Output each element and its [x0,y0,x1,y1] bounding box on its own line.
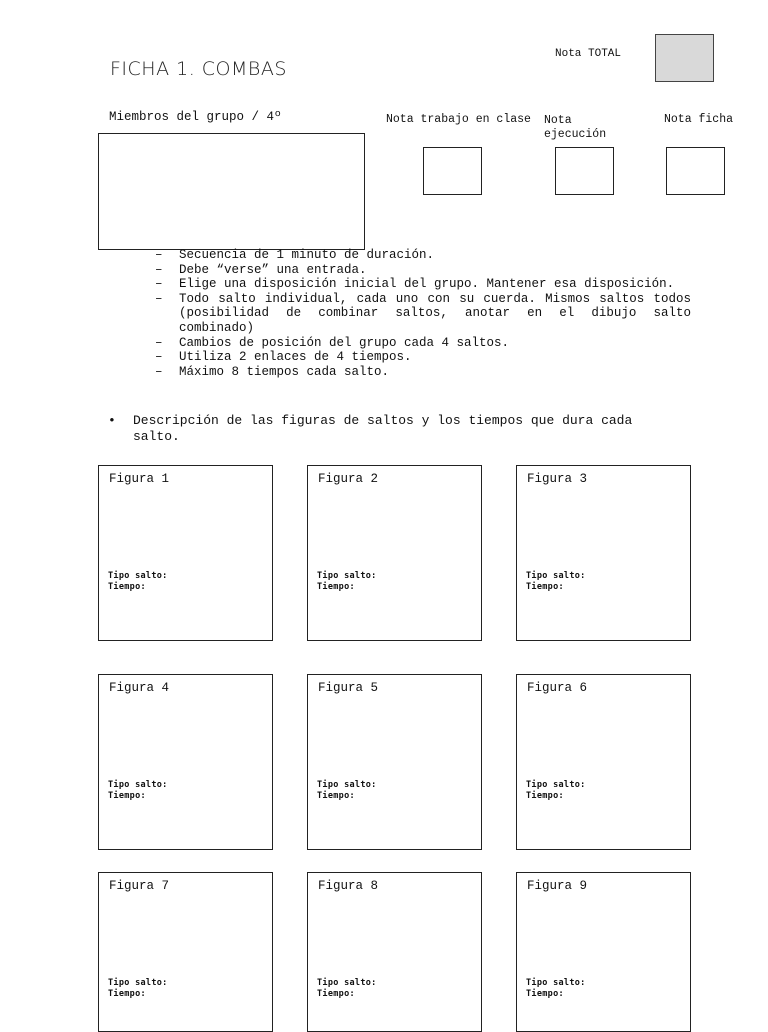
class-work-grade-box[interactable] [423,147,482,195]
figure-box-2[interactable] [307,465,482,641]
jump-type-label: Tipo salto: [526,780,586,790]
time-label: Tiempo: [108,582,146,592]
total-grade-label: Nota TOTAL [555,48,622,60]
sheet-grade-box[interactable] [666,147,725,195]
figure-label: Figura 1 [109,472,170,486]
jump-type-label: Tipo salto: [317,780,377,790]
figures-description [108,413,668,445]
figure-label: Figura 2 [318,472,379,486]
requirement-item: – Cambios de posición del grupo cada 4 saltos. [155,336,691,351]
class-work-grade-label: Nota trabajo en clase [386,113,531,126]
requirement-item: – Elige una disposición inicial del grupo. Mantener esa disposición. [155,277,691,292]
requirement-item: – Todo salto individual, cada uno con su cuerda. Mismos saltos todos (posibilidad de combinar saltos, anotar en el dibujo salto combinado) [155,292,691,336]
requirement-item: – Debe “verse” una entrada. [155,263,691,278]
requirement-item: – Secuencia de 1 minuto de duración. [155,248,691,263]
figure-box-5[interactable] [307,674,482,850]
figure-box-8[interactable] [307,872,482,1032]
total-grade-box[interactable] [655,34,714,82]
jump-type-label: Tipo salto: [108,978,168,988]
requirement-item: – Máximo 8 tiempos cada salto. [155,365,691,380]
time-label: Tiempo: [526,582,564,592]
time-label: Tiempo: [108,791,146,801]
time-label: Tiempo: [317,791,355,801]
time-label: Tiempo: [526,791,564,801]
execution-grade-label-line2: ejecución [544,128,607,141]
figure-box-7[interactable] [98,872,273,1032]
page-title: FICHA 1. COMBAS [110,58,287,80]
time-label: Tiempo: [317,989,355,999]
group-members-box[interactable] [98,133,365,250]
figure-box-9[interactable] [516,872,691,1032]
time-label: Tiempo: [317,582,355,592]
bullet-icon: • [108,413,116,428]
time-label: Tiempo: [108,989,146,999]
figure-box-1[interactable] [98,465,273,641]
execution-grade-label-line1: Nota [544,114,572,127]
figure-label: Figura 9 [527,879,588,893]
execution-grade-label [544,114,606,142]
jump-type-label: Tipo salto: [108,571,168,581]
jump-type-label: Tipo salto: [526,978,586,988]
execution-grade-box[interactable] [555,147,614,195]
time-label: Tiempo: [526,989,564,999]
figure-label: Figura 5 [318,681,379,695]
figure-box-4[interactable] [98,674,273,850]
sheet-grade-label: Nota ficha [664,113,734,126]
figure-box-3[interactable] [516,465,691,641]
figures-description-text: Descripción de las figuras de saltos y los tiempos que dura cada salto. [133,413,633,444]
jump-type-label: Tipo salto: [526,571,586,581]
requirement-item: – Utiliza 2 enlaces de 4 tiempos. [155,350,691,365]
figure-label: Figura 7 [109,879,170,893]
figure-label: Figura 4 [109,681,170,695]
figure-box-6[interactable] [516,674,691,850]
jump-type-label: Tipo salto: [108,780,168,790]
group-members-label: Miembros del grupo / 4º [109,110,282,124]
figure-label: Figura 6 [527,681,588,695]
jump-type-label: Tipo salto: [317,978,377,988]
figure-label: Figura 8 [318,879,379,893]
figure-label: Figura 3 [527,472,588,486]
requirements-list [155,248,691,379]
jump-type-label: Tipo salto: [317,571,377,581]
